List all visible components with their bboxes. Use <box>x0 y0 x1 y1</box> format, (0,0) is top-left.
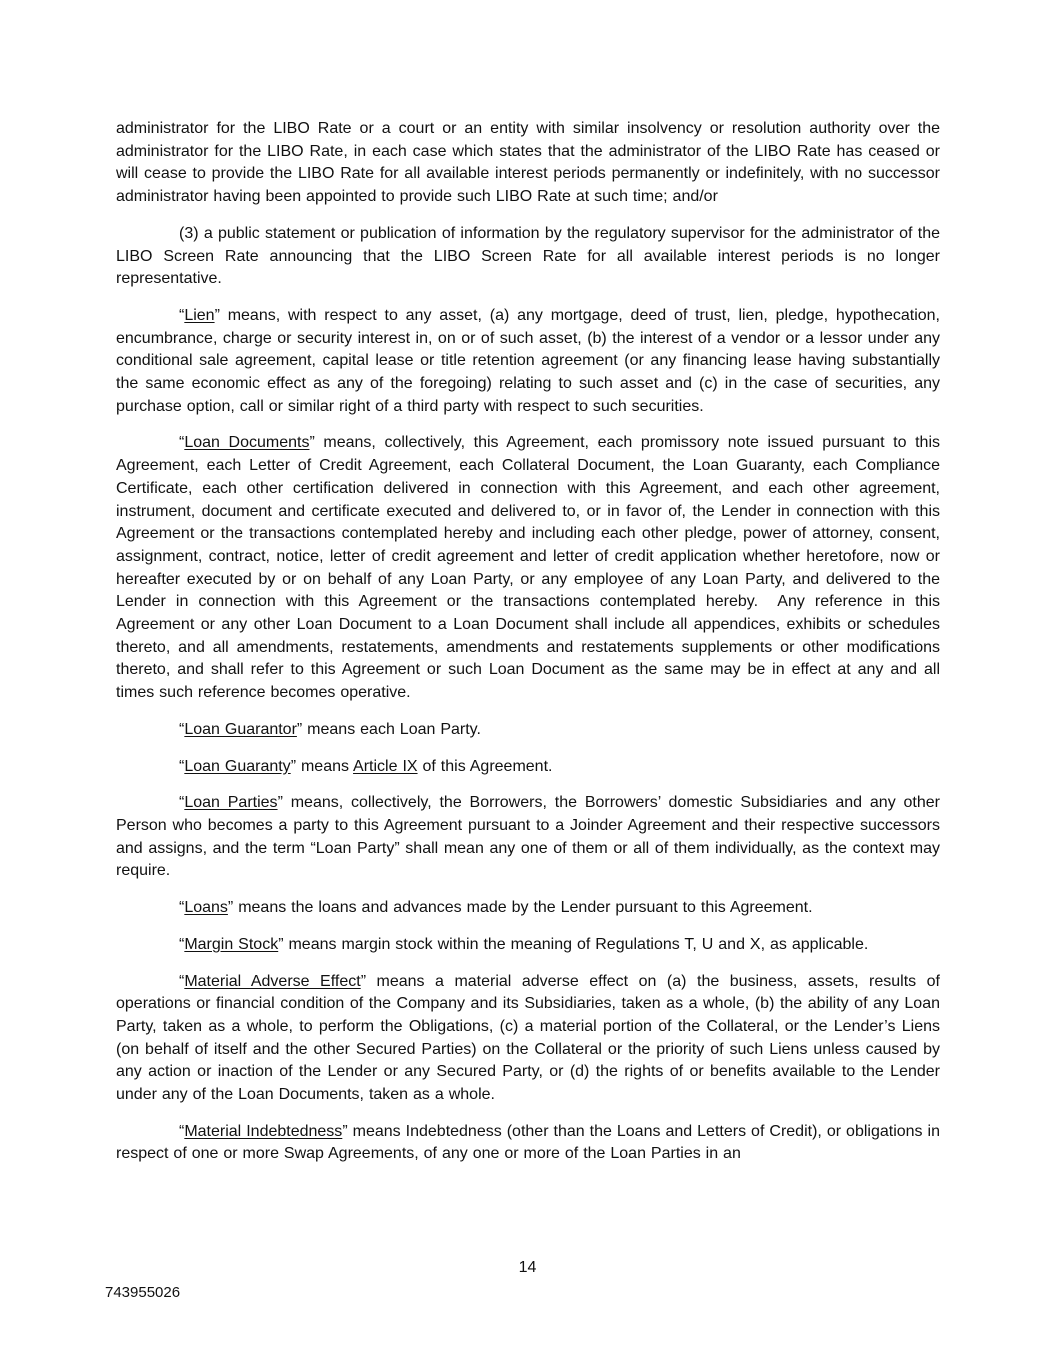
text-run: “ <box>179 935 185 953</box>
defined-term: Loan Guarantor <box>184 720 297 738</box>
text-run: ” means margin stock within the meaning of Regulations T, U and X, as applicable. <box>278 935 869 953</box>
text-run: administrator for the LIBO Rate or a court or an entity with similar insolvency or resolution authority over the administrator for the LIBO Rate, in each case which states that the administrator of the LIBO Rate has ceased or will cease to provide the LIBO Rate for all available interest periods permanently or indefinitely, with no successor administrator having been appointed to provide such LIBO Rate at such time; and/or <box>116 120 940 206</box>
paragraph <box>116 792 940 883</box>
paragraph <box>116 432 940 704</box>
document-body <box>116 118 940 1180</box>
defined-term: Margin Stock <box>184 935 279 953</box>
text-run: “ <box>179 972 185 990</box>
paragraph <box>116 305 940 419</box>
paragraph <box>116 1121 940 1166</box>
text-run: of this Agreement. <box>417 757 553 775</box>
text-run: “ <box>179 720 185 738</box>
paragraph <box>116 756 940 779</box>
text-run: ” means a material adverse effect on (a) the business, assets, results of operations or financial condition of the Company and its Subsidiaries, taken as a whole, (b) the ability of any Loan Party, taken as a whole, to perform the Obligations, (c) a material portion of the Collateral, or the Lender’s Liens (on behalf of itself and the other Secured Parties) on the Collateral or the priority of such Liens unless caused by any action or inaction of the Lender or any Secured Party, or (d) the rights of or benefits available to the Lender under any of the Loan Documents, taken as a whole. <box>116 972 941 1104</box>
text-run: “ <box>179 794 185 812</box>
defined-term: Lien <box>184 306 215 324</box>
text-run: ” means, collectively, this Agreement, each promissory note issued pursuant to this Agreement, each Letter of Credit Agreement, each Collateral Document, the Loan Guaranty, each Compliance Certificate, each other certification delivered in connection with this Agreement, and each other agreement, instrument, document and certificate executed and delivered to, or in favor of, the Lender in connection with this Agreement or the transactions contemplated hereby and including each other pledge, power of attorney, consent, assignment, contract, notice, letter of credit agreement and letter of credit application whether heretofore, now or hereafter executed by or on behalf of any Loan Party, or any employee of any Loan Party, and delivered to the Lender in connection with this Agreement or the transactions contemplated hereby. Any reference in this Agreement or any other Loan Document to a Loan Document shall include all appendices, exhibits or schedules thereto, and all amendments, restatements, amendments and restatements supplements or other modifications thereto, and shall refer to this Agreement or such Loan Document as the same may be in effect at any and all times such reference becomes operative. <box>116 434 940 702</box>
paragraph <box>116 897 940 920</box>
text-run: “ <box>179 434 185 452</box>
defined-term: Loan Documents <box>184 434 310 452</box>
text-run: “ <box>179 306 185 324</box>
paragraph <box>116 934 940 957</box>
text-run: (3) a public statement or publication of information by the regulatory supervisor for the administrator of the LIBO Screen Rate announcing that the LIBO Screen Rate for all available interest periods is no longer representative. <box>116 224 940 288</box>
text-run: ” means <box>290 757 354 775</box>
defined-term: Material Adverse Effect <box>184 972 361 990</box>
paragraph <box>116 971 940 1107</box>
text-run: ” means Indebtedness (other than the Loans and Letters of Credit), or obligations in respect of one or more Swap Agreements, of any one or more of the Loan Parties in an <box>116 1122 940 1163</box>
text-run: ” means the loans and advances made by the Lender pursuant to this Agreement. <box>227 899 813 917</box>
defined-term: Loan Parties <box>184 794 278 812</box>
text-run: “ <box>179 757 185 775</box>
paragraph <box>116 223 940 291</box>
defined-term: Loan Guaranty <box>184 757 291 775</box>
paragraph <box>116 719 940 742</box>
paragraph <box>116 118 940 209</box>
text-run: ” means, collectively, the Borrowers, the Borrowers’ domestic Subsidiaries and any other Person who becomes a party to this Agreement pursuant to a Joinder Agreement and their respective successors and assigns, and the term “Loan Party” shall mean any one of them or all of them individually, as the context may require. <box>116 794 941 880</box>
defined-term: Material Indebtedness <box>184 1122 343 1140</box>
text-run: “ <box>179 899 185 917</box>
text-run: ” means, with respect to any asset, (a) any mortgage, deed of trust, lien, pledge, hypothecation, encumbrance, charge or security interest in, on or of such asset, (b) the interest of a vendor or a lessor under any conditional sale agreement, capital lease or title retention agreement (or any financing lease having substantially the same economic effect as any of the foregoing) relating to such asset and (c) in the case of securities, any purchase option, call or similar right of a third party with respect to such securities. <box>116 306 940 415</box>
doc-id: 743955026 <box>105 1284 181 1301</box>
page-number: 14 <box>518 1259 537 1276</box>
text-run: ” means each Loan Party. <box>296 720 481 738</box>
text-run: “ <box>179 1122 185 1140</box>
defined-term: Article IX <box>353 757 418 775</box>
defined-term: Loans <box>184 899 228 917</box>
